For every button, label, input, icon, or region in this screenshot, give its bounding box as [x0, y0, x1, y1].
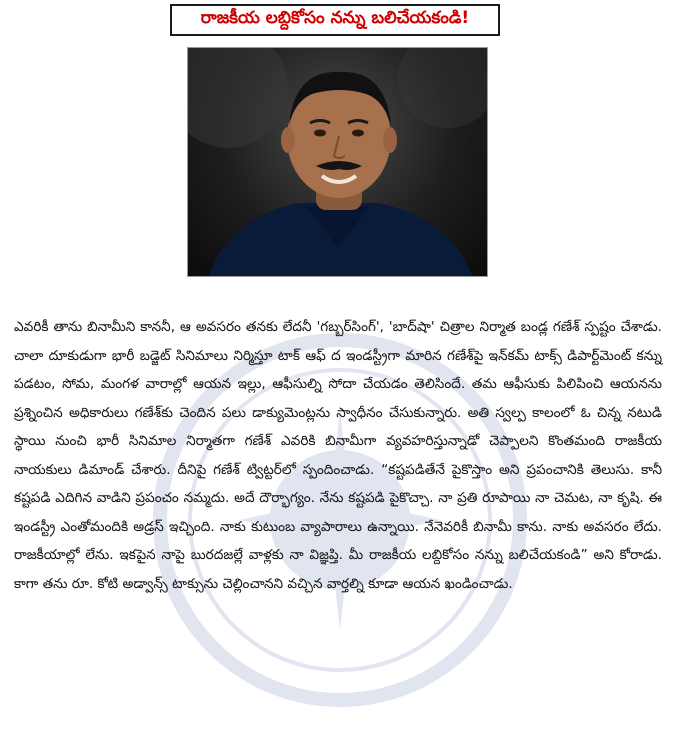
portrait-photo [187, 47, 488, 277]
article-body [14, 313, 662, 598]
article-paragraph: ఎవరికీ తాను బినామీని కాననీ, ఆ అవసరం తనకు లేదనీ 'గబ్బర్‌సింగ్', 'బాద్‌షా' చిత్రాల నిర్మాత బండ్ల గణేశ్ స్పష్టం చేశాడు. చాలా దూకుడుగా భారీ బడ్జెట్ సినిమాలు నిర్మిస్తూ టాక్ ఆఫ్ ద ఇండస్ట్రీగా మారిన గణేశ్‌పై ఇన్‌కమ్ టాక్స్ డిపార్ట్‌మెంట్ కన్ను పడటం, సోమ, మంగళ వారాల్లో ఆయన ఇల్లు, ఆఫీసుల్ని సోదా చేయడం తెలిసిందే. తమ ఆఫీసుకు పిలిపించి ఆయనను ప్రశ్నించిన అధికారులు గణేశ్‌కు చెందిన పలు డాక్యుమెంట్లను స్వాధీనం చేసుకున్నారు. అతి స్వల్ప కాలంలో ఓ చిన్న నటుడి స్థాయి నుంచి భారీ సినిమాల నిర్మాతగా గణేశ్ ఎవరికి బినామీగా వ్యవహరిస్తున్నాడో చెప్పాలని కొంతమంది రాజకీయ నాయకులు డిమాండ్ చేశారు. దీనిపై గణేశ్ ట్విట్టర్‌లో స్పందించాడు. “కష్టపడితేనే పైకొస్తాం అని ప్రపంచానికి తెలుసు. కానీ కష్టపడి ఎదిగిన వాడిని ప్రపంచం నమ్మదు. అదే దౌర్భాగ్యం. నేను కష్టపడి పైకొచ్చా. నా ప్రతి రూపాయి నా చెమట, నా కృషి. ఈ ఇండస్ట్రీ ఎంతోమందికి అడ్రస్ ఇచ్చింది. నాకు కుటుంబ వ్యాపారాలు ఉన్నాయి. నేనెవరికీ బినామీ కాను. నాకు అవసరం లేదు. రాజకీయాల్లో లేను. ఇకపైన నాపై బురదజల్లే వాళ్లకు నా విజ్ఞప్తి. మీ రాజకీయ లబ్దికోసం నన్ను బలిచేయకండి” అని కోరాడు. కాగా తను రూ. కోటి అడ్వాన్స్ టాక్సును చెల్లించానని వచ్చిన వార్తల్ని కూడా ఆయన ఖండించాడు. [14, 319, 662, 592]
headline: రాజకీయ లబ్దికోసం నన్ను బలిచేయకండి! [200, 8, 470, 28]
headline-box [170, 4, 500, 36]
